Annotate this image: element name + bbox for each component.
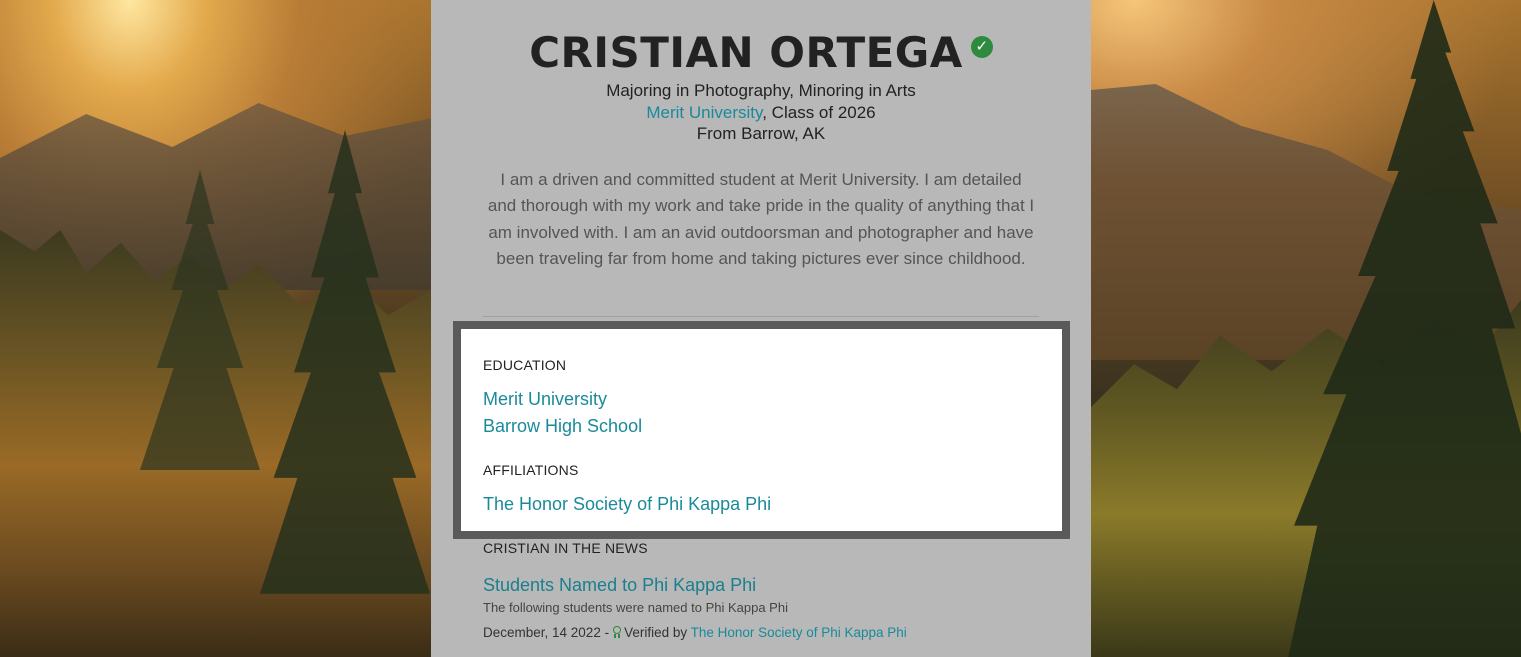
news-item-title[interactable]: Students Named to Phi Kappa Phi — [483, 575, 757, 595]
class-of-text: , Class of 2026 — [762, 103, 876, 122]
profile-name: CRISTIAN ORTEGA — [529, 28, 963, 77]
profile-panel — [431, 0, 1091, 657]
hometown-line: From Barrow, AK — [696, 124, 826, 143]
affiliation-item-phi-kappa-phi[interactable]: The Honor Society of Phi Kappa Phi — [483, 494, 772, 514]
affiliations-label: AFFILIATIONS — [483, 462, 579, 478]
verified-by-link[interactable]: The Honor Society of Phi Kappa Phi — [690, 625, 907, 640]
verified-by-text: Verified by — [624, 625, 688, 640]
check-circle-icon: ✓ — [971, 36, 993, 58]
ribbon-icon — [612, 626, 622, 638]
education-item-merit-university[interactable]: Merit University — [483, 389, 608, 409]
profile-header — [431, 28, 1091, 77]
news-label: CRISTIAN IN THE NEWS — [483, 540, 648, 556]
university-link[interactable]: Merit University — [646, 103, 763, 122]
news-item-date: December, 14 2022 - — [483, 625, 610, 640]
education-label: EDUCATION — [483, 357, 567, 373]
university-line — [431, 103, 1091, 123]
news-item-meta — [483, 625, 907, 640]
news-item-description: The following students were named to Phi Kappa Phi — [483, 600, 788, 615]
education-item-barrow-high-school[interactable]: Barrow High School — [483, 416, 643, 436]
profile-bio: I am a driven and committed student at Merit University. I am detailed and thorough with my work and take pride in the quality of anything that I am involved with. I am an avid outdoorsman and photographer and have been traveling far from home and taking pictures ever since childhood. — [487, 170, 1035, 268]
divider — [483, 316, 1039, 317]
major-line: Majoring in Photography, Minoring in Arts — [606, 81, 916, 100]
